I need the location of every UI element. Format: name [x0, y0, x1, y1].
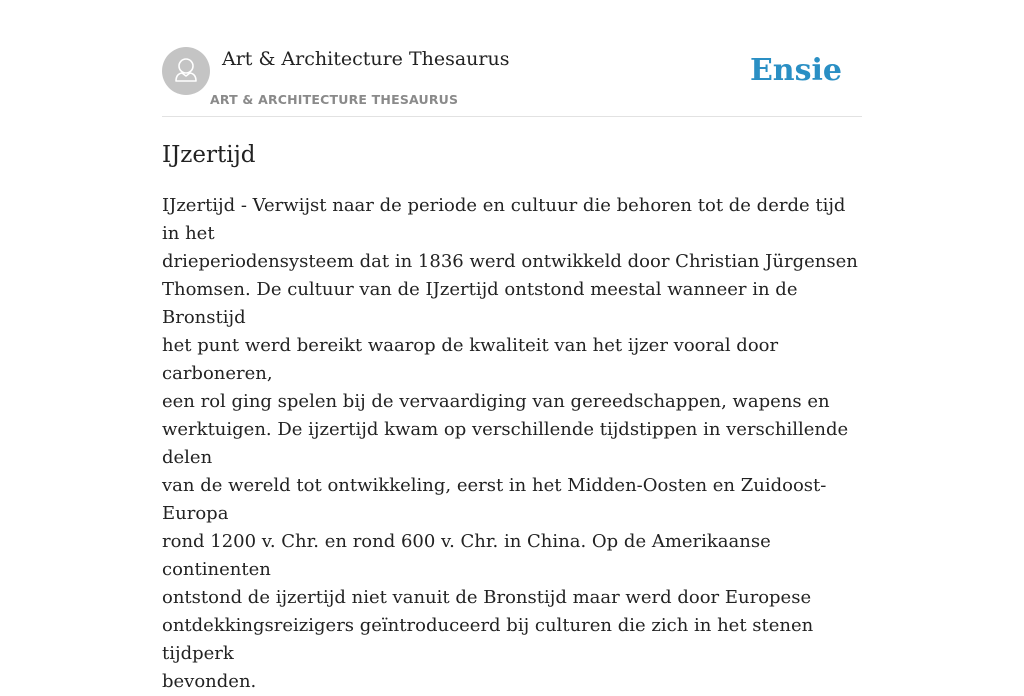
ensie-logo[interactable]: Ensie	[749, 53, 842, 88]
source-header	[162, 46, 862, 117]
definition-line: rond 1200 v. Chr. en rond 600 v. Chr. in China. Op de Amerikaanse continenten	[162, 531, 771, 580]
definition-line: bevonden.	[162, 671, 257, 692]
definition-line: van de wereld tot ontwikkeling, eerst in het Midden-Oosten en Zuidoost-Europa	[162, 475, 827, 524]
definition-line: werktuigen. De ijzertijd kwam op verschillende tijdstippen in verschillende delen	[162, 419, 849, 468]
definition-line: Thomsen. De cultuur van de IJzertijd ontstond meestal wanneer in de Bronstijd	[162, 279, 798, 328]
term-title: IJzertijd	[162, 142, 256, 168]
definition-text	[162, 192, 862, 696]
definition-line: IJzertijd - Verwijst naar de periode en cultuur die behoren tot de derde tijd in het	[162, 195, 846, 244]
user-silhouette-icon	[162, 47, 210, 95]
definition-line: ontstond de ijzertijd niet vanuit de Bronstijd maar werd door Europese	[162, 587, 812, 608]
source-title[interactable]: Art & Architecture Thesaurus	[222, 48, 510, 70]
source-avatar[interactable]	[162, 47, 210, 95]
definition-line: een rol ging spelen bij de vervaardiging van gereedschappen, wapens en	[162, 391, 830, 412]
source-subtitle: ART & ARCHITECTURE THESAURUS	[210, 92, 459, 107]
definition-line: drieperiodensysteem dat in 1836 werd ontwikkeld door Christian Jürgensen	[162, 251, 858, 272]
definition-line: ontdekkingsreizigers geïntroduceerd bij culturen die zich in het stenen tijdperk	[162, 615, 814, 664]
definition-line: het punt werd bereikt waarop de kwaliteit van het ijzer vooral door carboneren,	[162, 335, 779, 384]
